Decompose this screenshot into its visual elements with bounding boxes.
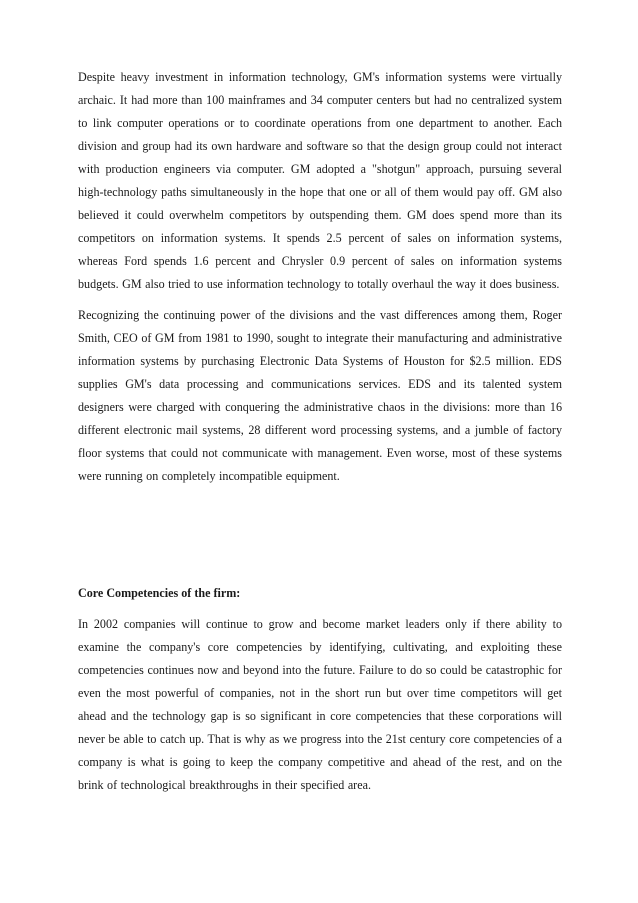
section-heading: Core Competencies of the firm:: [78, 586, 241, 600]
document-body: [78, 66, 562, 488]
paragraph-core-competencies: In 2002 companies will continue to grow and become market leaders only if there ability to examine the company's core competencies by identifying, cultivating, and exploiting these competencies continues now and beyond into the future. Failure to do so could be catastrophic for even the most powerful of companies, not in the short run but over time competitors will get ahead and the technology gap is so significant in core competencies that these corporations will never be able to catch up. That is why as we progress into the 21st century core competencies of a company is what is going to keep the company competitive and ahead of the rest, and on the brink of technological breakthroughs in their specified area.: [78, 617, 562, 792]
paragraph-eds-acquisition: Recognizing the continuing power of the divisions and the vast differences among them, Roger Smith, CEO of GM from 1981 to 1990, sought to integrate their manufacturing and administrative information systems by purchasing Electronic Data Systems of Houston for $2.5 million. EDS supplies GM's data processing and communications services. EDS and its talented system designers were charged with conquering the administrative chaos in the divisions: more than 16 different electronic mail systems, 28 different word processing systems, and a jumble of factory floor systems that could not communicate with management. Even worse, most of these systems were running on completely incompatible equipment.: [78, 308, 562, 483]
paragraph-gm-it-investment: Despite heavy investment in information technology, GM's information systems were virtually archaic. It had more than 100 mainframes and 34 computer centers but had no centralized system to link computer operations or to coordinate operations from one department to another. Each division and group had its own hardware and software so that the design group could not interact with production engineers via computer. GM adopted a "shotgun" approach, pursuing several high-technology paths simultaneously in the hope that one or all of them would pay off. GM also believed it could overwhelm competitors by outspending them. GM does spend more than its competitors on information systems. It spends 2.5 percent of sales on information systems, whereas Ford spends 1.6 percent and Chrysler 0.9 percent of sales on information systems budgets. GM also tried to use information technology to totally overhaul the way it does business.: [78, 70, 562, 291]
section-body: [78, 613, 562, 797]
